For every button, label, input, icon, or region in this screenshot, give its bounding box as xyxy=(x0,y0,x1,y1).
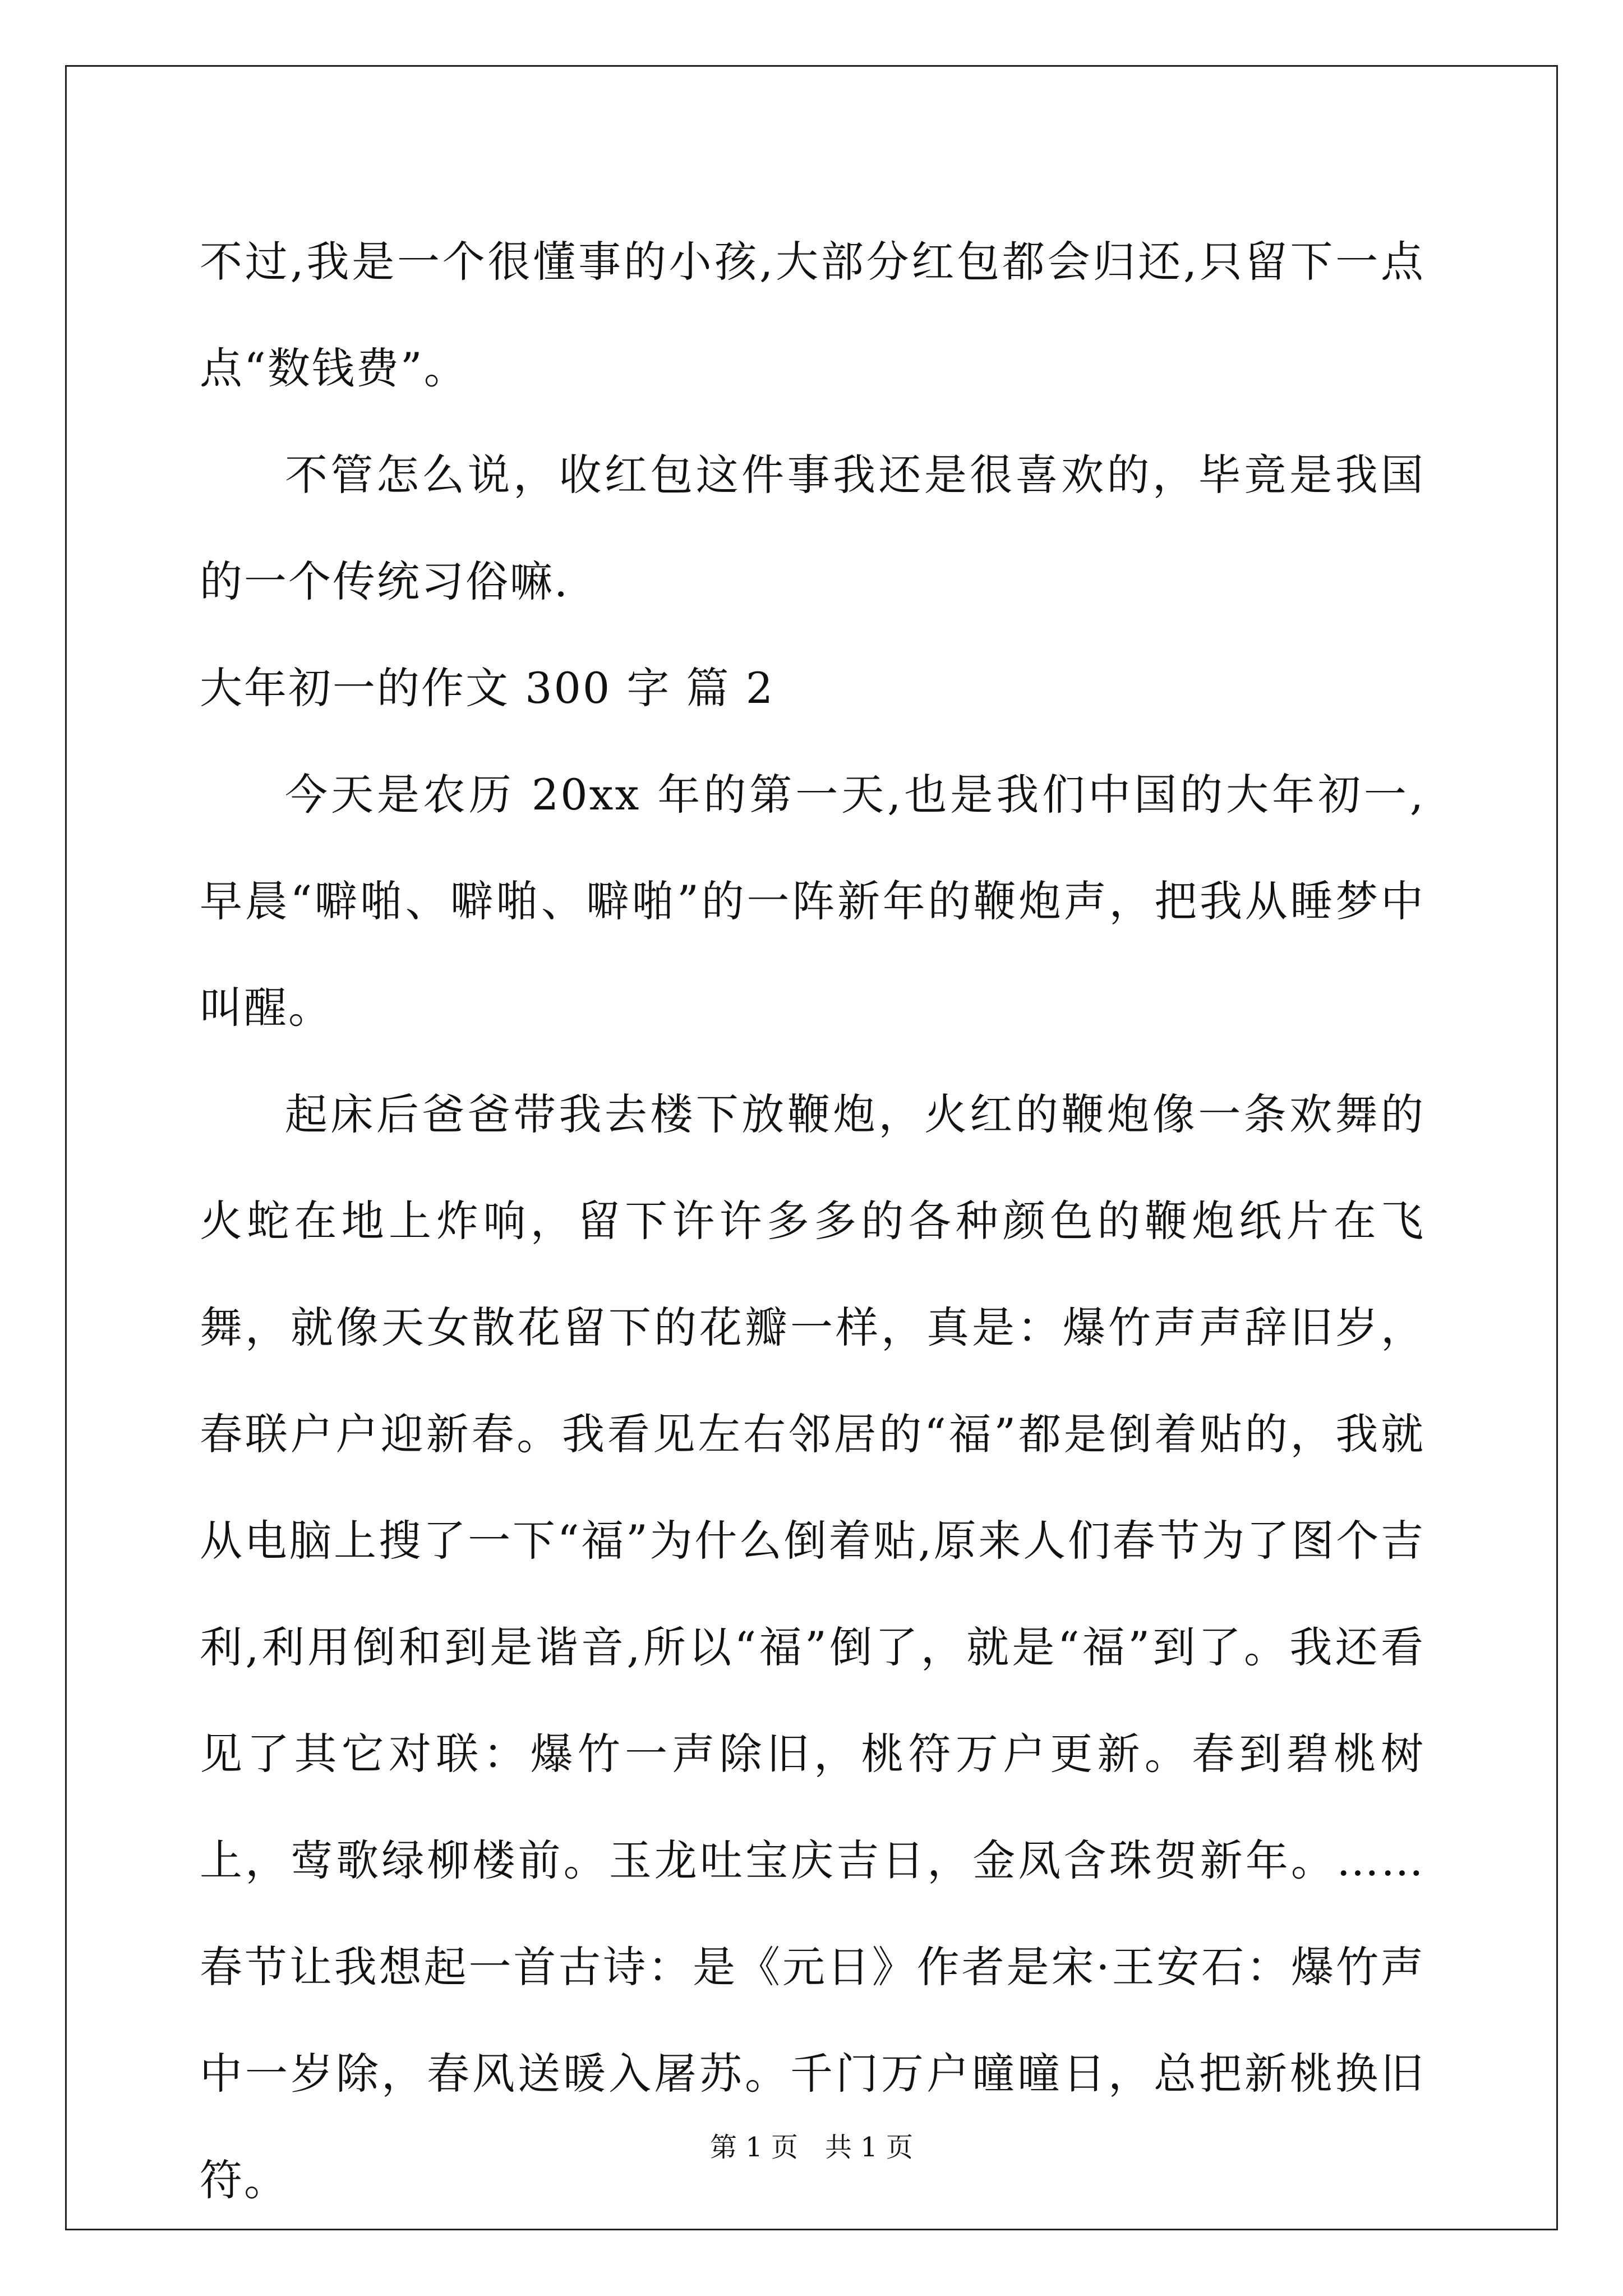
section-paragraph-2: 起床后爸爸带我去楼下放鞭炮，火红的鞭炮像一条欢舞的火蛇在地上炸响，留下许许多多的各种颜色的鞭炮纸片在飞舞，就像天女散花留下的花瓣一样，真是：爆竹声声辞旧岁，春联户户迎新春。我看见左右邻居的“福”都是倒着贴的，我就从电脑上搜了一下“福”为什么倒着贴,原来人们春节为了图个吉利,利用倒和到是谐音,所以“福”倒了，就是“福”到了。我还看见了其它对联：爆竹一声除旧，桃符万户更新。春到碧桃树上，莺歌绿柳楼前。玉龙吐宝庆吉日，金凤含珠贺新年。……春节让我想起一首古诗：是《元日》作者是宋·王安石：爆竹声中一岁除，春风送暖入屠苏。千门万户曈曈日，总把新桃换旧符。 xyxy=(200,1089,1425,2205)
section-paragraph-1: 今天是农历 20xx 年的第一天,也是我们中国的大年初一,早晨“噼啪、噼啪、噼啪”的一阵新年的鞭炮声，把我从睡梦中叫醒。 xyxy=(200,770,1425,1033)
document-body xyxy=(200,209,1425,2234)
section-title: 大年初一的作文 300 字 篇 2 xyxy=(200,663,775,713)
paragraph-1: 不过,我是一个很懂事的小孩,大部分红包都会归还,只留下一点点“数钱费”。 xyxy=(200,237,1425,393)
page-footer: 第 1 页 共 1 页 xyxy=(709,2132,914,2163)
paragraph-2: 不管怎么说，收红包这件事我还是很喜欢的，毕竟是我国的一个传统习俗嘛. xyxy=(200,450,1425,606)
